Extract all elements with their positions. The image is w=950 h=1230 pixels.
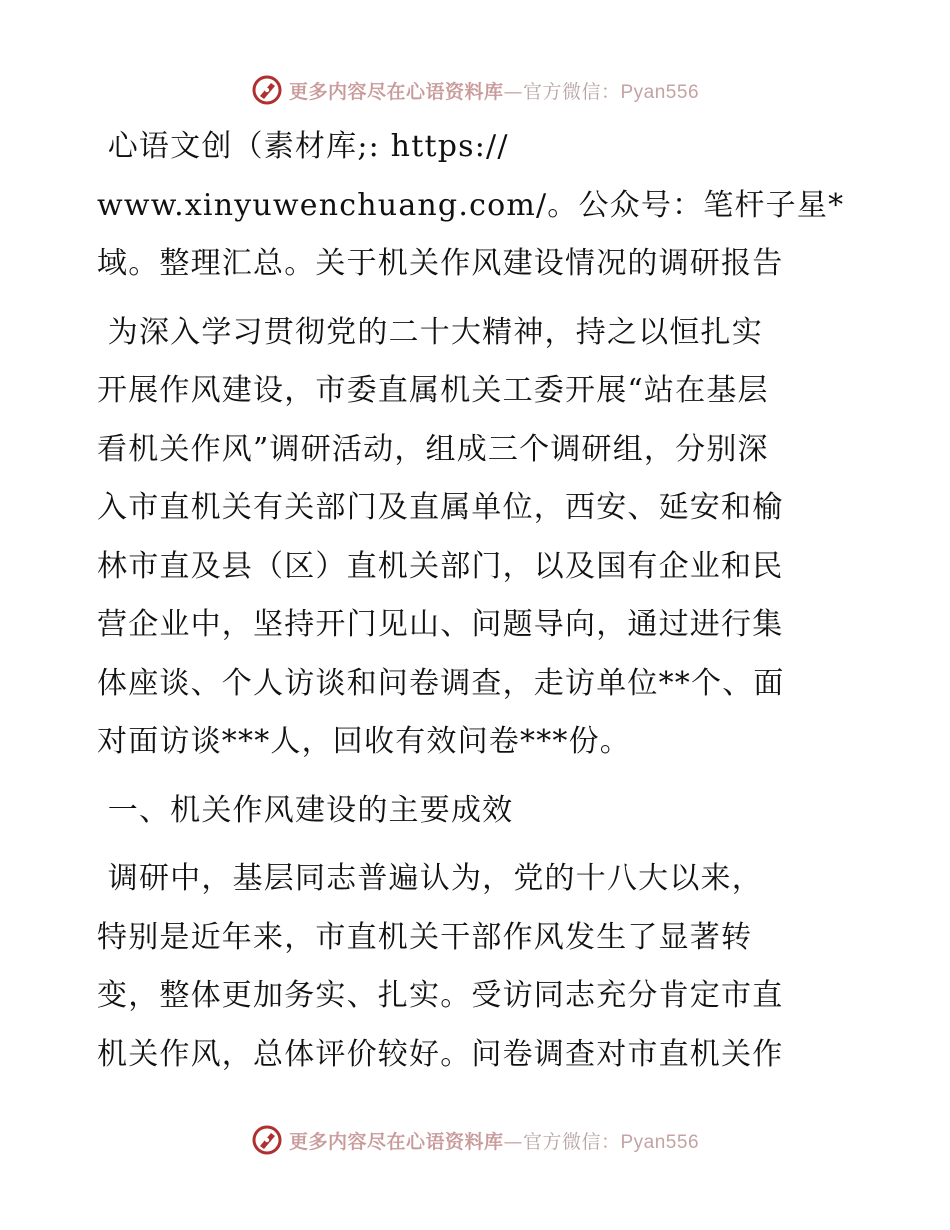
footer-watermark-banner	[0, 1120, 950, 1160]
watermark-main-text: 更多内容尽在心语资料库	[288, 1130, 504, 1153]
header-watermark-banner	[0, 70, 950, 110]
intro-line-3: 域。整理汇总。关于机关作风建设情况的调研报告	[97, 246, 784, 281]
paragraph-2-line-2: 特别是近年来，市直机关干部作风发生了显著转	[97, 919, 753, 955]
paragraph-1-line-2: 开展作风建设，市委直属机关工委开展“站在基层	[97, 373, 769, 408]
watermark-wechat-label: 官方微信：	[522, 1130, 621, 1153]
paragraph-2	[97, 850, 857, 1084]
document-body	[97, 118, 857, 1084]
paragraph-1-line-1: 为深入学习贯彻党的二十大精神，持之以恒扎实	[97, 314, 763, 350]
watermark-main-text: 更多内容尽在心语资料库	[288, 80, 504, 103]
watermark-text	[289, 77, 699, 104]
watermark-wechat-label: 官方微信：	[522, 80, 621, 103]
watermark-text	[289, 1127, 699, 1154]
watermark-wechat-id: Pyan556	[620, 81, 700, 103]
paragraph-1-line-8: 对面访谈***人，回收有效问卷***份。	[97, 724, 631, 759]
intro-line-1: 心语文创（素材库;: https://	[97, 129, 509, 164]
paragraph-1-line-3: 看机关作风”调研活动，组成三个调研组，分别深	[97, 431, 769, 467]
paragraph-1-line-5: 林市直及县（区）直机关部门，以及国有企业和民	[97, 548, 784, 584]
document-intro	[97, 118, 857, 294]
paragraph-2-line-4: 机关作风，总体评价较好。问卷调查对市直机关作	[97, 1036, 784, 1072]
ink-pen-logo-icon	[251, 74, 283, 106]
paragraph-2-line-1: 调研中，基层同志普遍认为，党的十八大以来，	[97, 861, 763, 896]
paragraph-1-line-4: 入市直机关有关部门及直属单位，西安、延安和榆	[97, 490, 784, 525]
paragraph-1-line-7: 体座谈、个人访谈和问卷调查，走访单位**个、面	[97, 665, 785, 701]
paragraph-2-line-3: 变，整体更加务实、扎实。受访同志充分肯定市直	[97, 978, 784, 1013]
section-heading-1: 一、机关作风建设的主要成效	[97, 792, 514, 828]
intro-line-2: www.xinyuwenchuang.com/。公众号：笔杆子星*	[97, 187, 845, 223]
watermark-wechat-id: Pyan556	[620, 1131, 700, 1153]
watermark-separator: —	[503, 80, 523, 103]
paragraph-1	[97, 304, 857, 772]
paragraph-1-line-6: 营企业中，坚持开门见山、问题导向，通过进行集	[97, 607, 784, 642]
watermark-separator: —	[503, 1130, 523, 1153]
ink-pen-logo-icon	[251, 1124, 283, 1156]
